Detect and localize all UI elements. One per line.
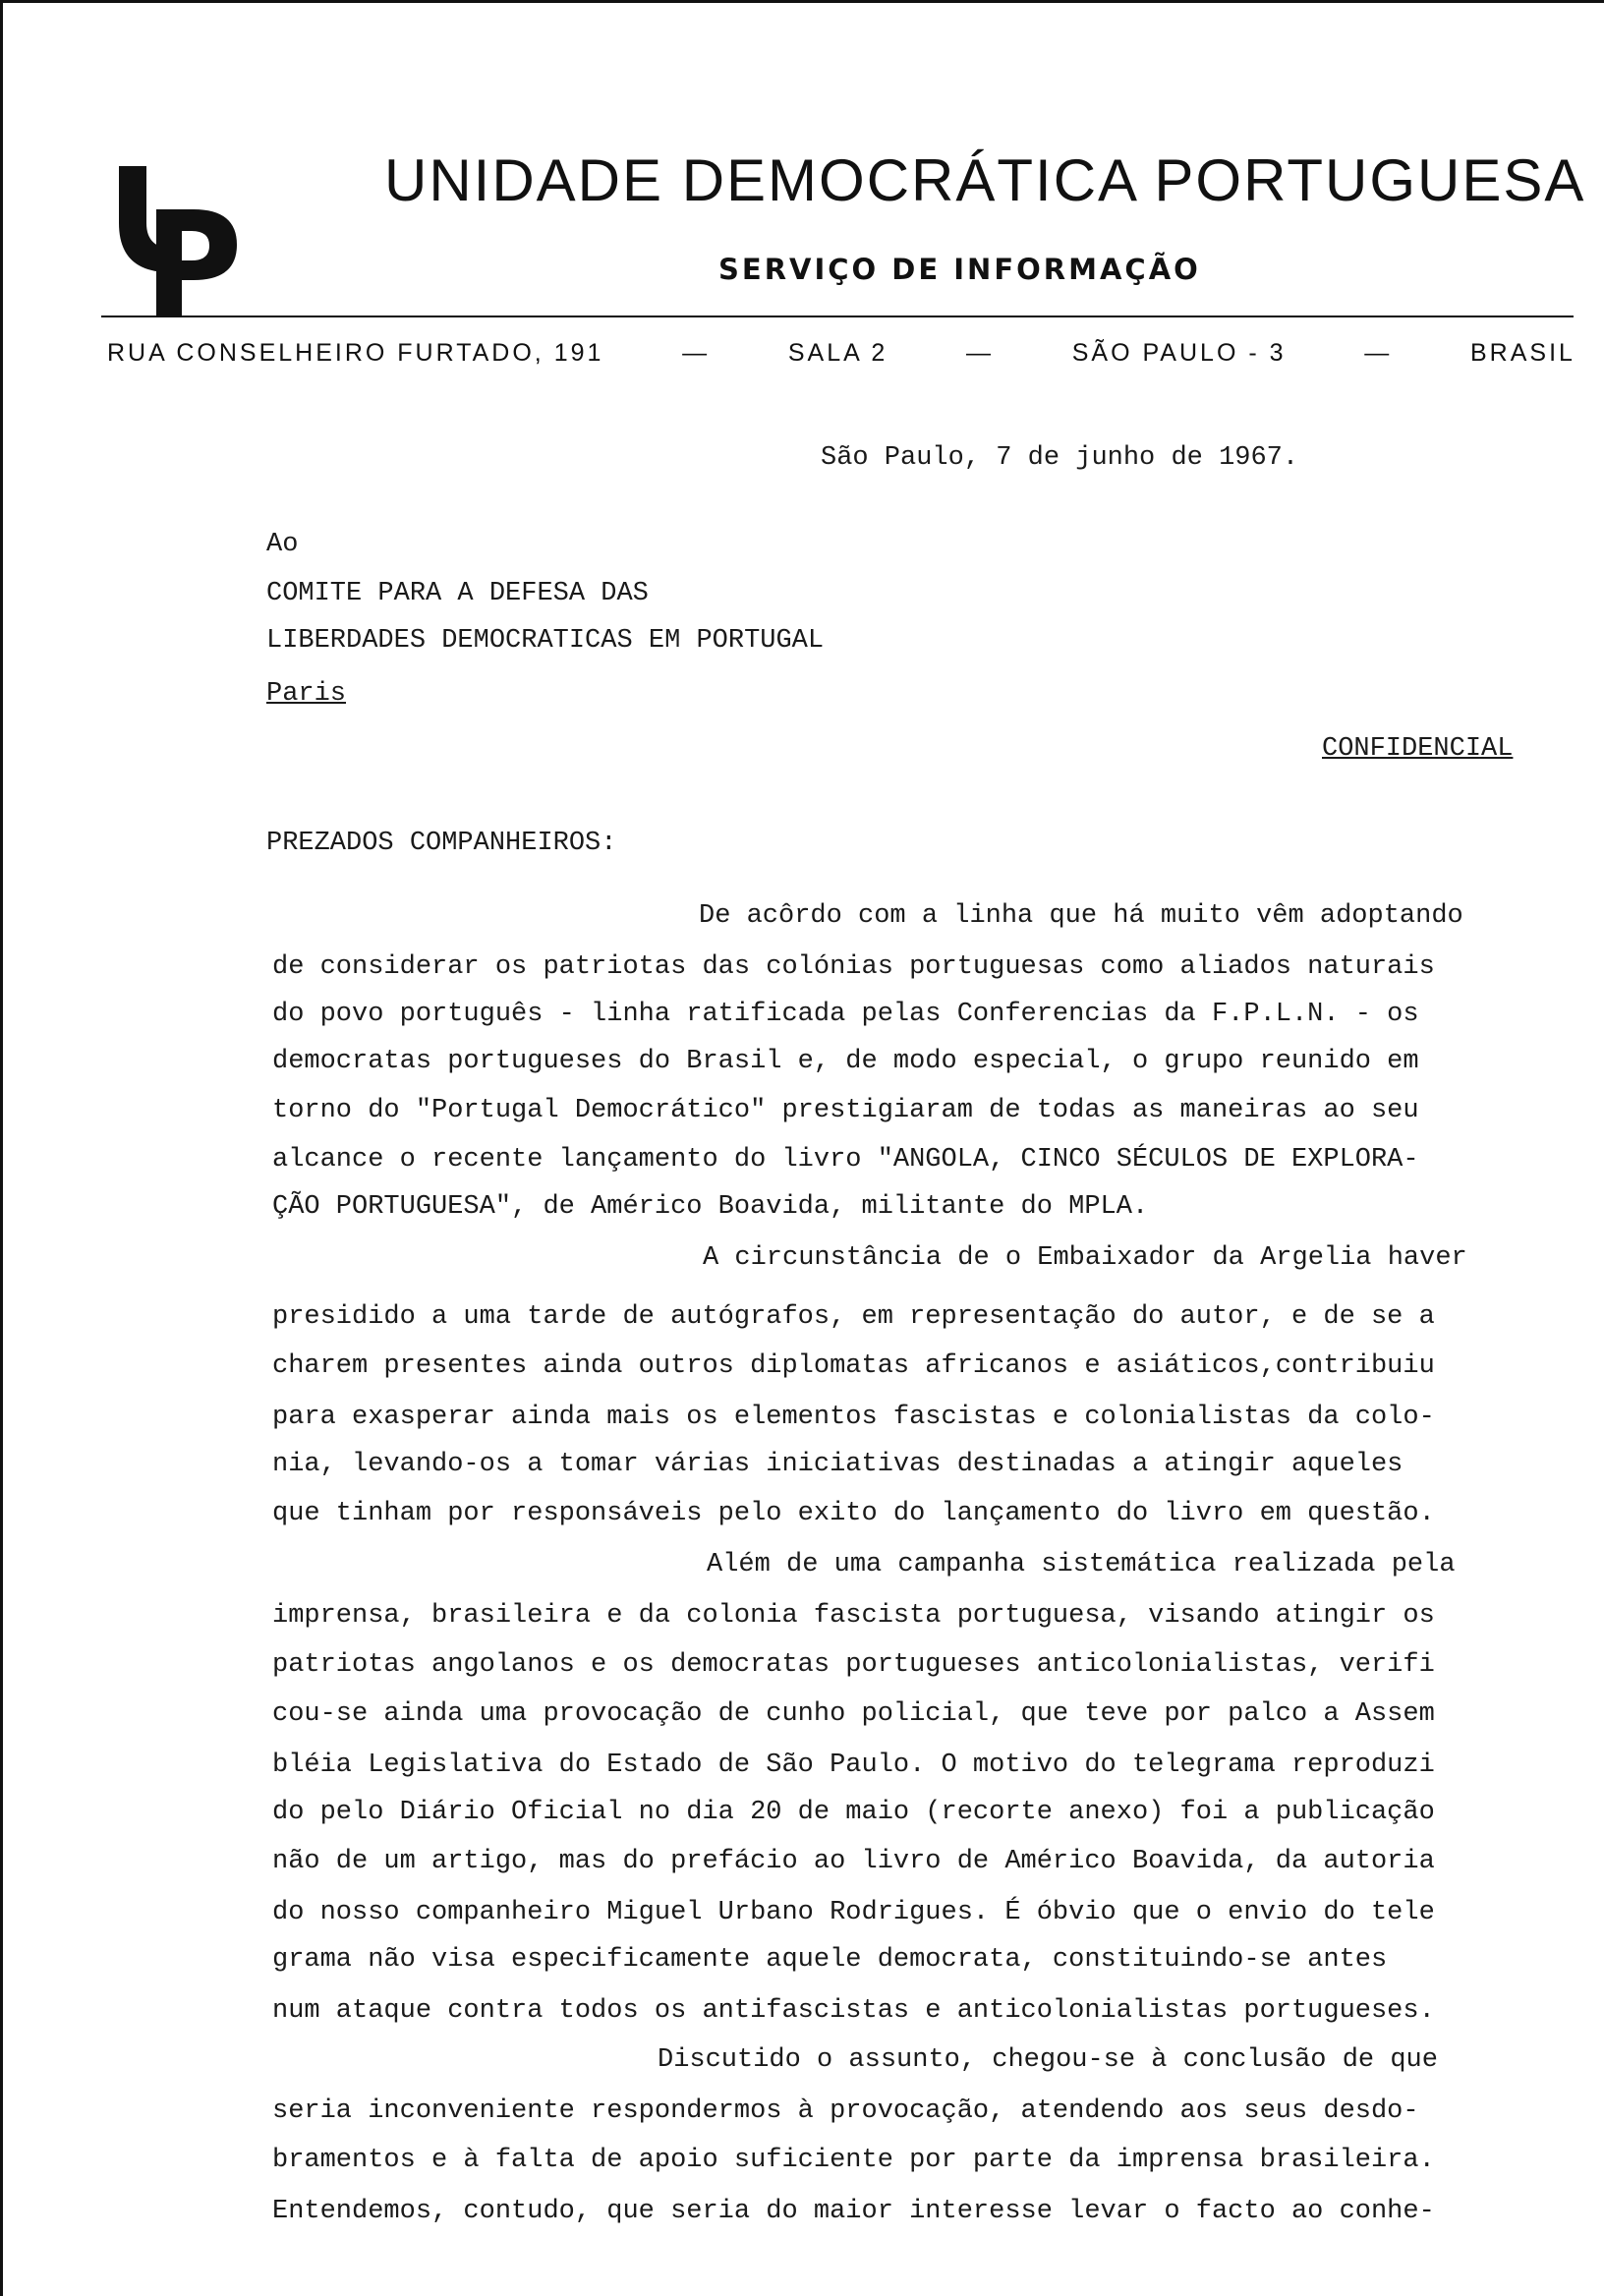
letter-date: São Paulo, 7 de junho de 1967. bbox=[821, 443, 1299, 473]
header-divider bbox=[101, 316, 1574, 317]
body-line: Além de uma campanha sistemática realizada pela bbox=[707, 1550, 1456, 1579]
body-line: Entendemos, contudo, que seria do maior interesse levar o facto ao conhe- bbox=[272, 2197, 1435, 2226]
body-line: democratas portugueses do Brasil e, de modo especial, o grupo reunido em bbox=[272, 1047, 1419, 1076]
salutation: PREZADOS COMPANHEIROS: bbox=[266, 829, 617, 858]
address-city: SÃO PAULO - 3 bbox=[1071, 339, 1287, 367]
body-line: do pelo Diário Oficial no dia 20 de maio (recorte anexo) foi a publicação bbox=[272, 1798, 1435, 1827]
udp-logo-icon bbox=[113, 162, 241, 319]
body-line: De acôrdo com a linha que há muito vêm adoptando bbox=[699, 901, 1463, 931]
body-line: Discutido o assunto, chegou-se à conclusão de que bbox=[658, 2045, 1438, 2075]
body-line: alcance o recente lançamento do livro "ANGOLA, CINCO SÉCULOS DE EXPLORA- bbox=[272, 1145, 1419, 1175]
body-line: imprensa, brasileira e da colonia fascista portuguesa, visando atingir os bbox=[272, 1601, 1435, 1631]
service-name: SERVIÇO DE INFORMAÇÃO bbox=[718, 253, 1201, 286]
body-line: bramentos e à falta de apoio suficiente por parte da imprensa brasileira. bbox=[272, 2146, 1435, 2175]
recipient-line: LIBERDADES DEMOCRATICAS EM PORTUGAL bbox=[266, 626, 825, 656]
body-line: para exasperar ainda mais os elementos fascistas e colonialistas da colo- bbox=[272, 1403, 1435, 1432]
address-street: RUA CONSELHEIRO FURTADO, 191 bbox=[107, 339, 604, 367]
organization-name: UNIDADE DEMOCRÁTICA PORTUGUESA bbox=[384, 147, 1586, 213]
address-separator: — bbox=[966, 339, 995, 367]
body-line: ÇÃO PORTUGUESA", de Américo Boavida, militante do MPLA. bbox=[272, 1192, 1149, 1222]
recipient-line: COMITE PARA A DEFESA DAS bbox=[266, 579, 649, 608]
recipient-city: Paris bbox=[266, 679, 347, 709]
body-line: que tinham por responsáveis pelo exito do lançamento do livro em questão. bbox=[272, 1499, 1435, 1528]
body-line: nia, levando-os a tomar várias iniciativas destinadas a atingir aqueles bbox=[272, 1450, 1404, 1479]
body-line: torno do "Portugal Democrático" prestigiaram de todas as maneiras ao seu bbox=[272, 1096, 1419, 1125]
body-line: não de um artigo, mas do prefácio ao livro de Américo Boavida, da autoria bbox=[272, 1847, 1435, 1876]
address-separator: — bbox=[682, 339, 711, 367]
body-line: do nosso companheiro Miguel Urbano Rodrigues. É óbvio que o envio do tele bbox=[272, 1898, 1435, 1927]
recipient-line: Ao bbox=[266, 530, 299, 559]
address-separator: — bbox=[1364, 339, 1393, 367]
body-line: bléia Legislativa do Estado de São Paulo. O motivo do telegrama reproduzi bbox=[272, 1751, 1435, 1780]
body-line: do povo português - linha ratificada pelas Conferencias da F.P.L.N. - os bbox=[272, 1000, 1419, 1029]
body-line: patriotas angolanos e os democratas portugueses anticolonialistas, verifi bbox=[272, 1650, 1435, 1680]
body-line: grama não visa especificamente aquele democrata, constituindo-se antes bbox=[272, 1945, 1388, 1975]
body-line: charem presentes ainda outros diplomatas africanos e asiáticos,contribuiu bbox=[272, 1351, 1435, 1381]
body-line: cou-se ainda uma provocação de cunho policial, que teve por palco a Assem bbox=[272, 1699, 1435, 1729]
body-line: presidido a uma tarde de autógrafos, em representação do autor, e de se a bbox=[272, 1302, 1435, 1332]
body-line: de considerar os patriotas das colónias portuguesas como aliados naturais bbox=[272, 952, 1435, 982]
address-country: BRASIL bbox=[1469, 339, 1575, 367]
body-line: seria inconveniente respondermos à provocação, atendendo aos seus desdo- bbox=[272, 2096, 1419, 2126]
body-line: num ataque contra todos os antifascistas e anticolonialistas portugueses. bbox=[272, 1996, 1435, 2026]
confidential-mark: CONFIDENCIAL bbox=[1322, 734, 1514, 764]
body-line: A circunstância de o Embaixador da Argelia haver bbox=[703, 1243, 1467, 1273]
address-line bbox=[107, 339, 1575, 368]
address-room: SALA 2 bbox=[787, 339, 888, 367]
